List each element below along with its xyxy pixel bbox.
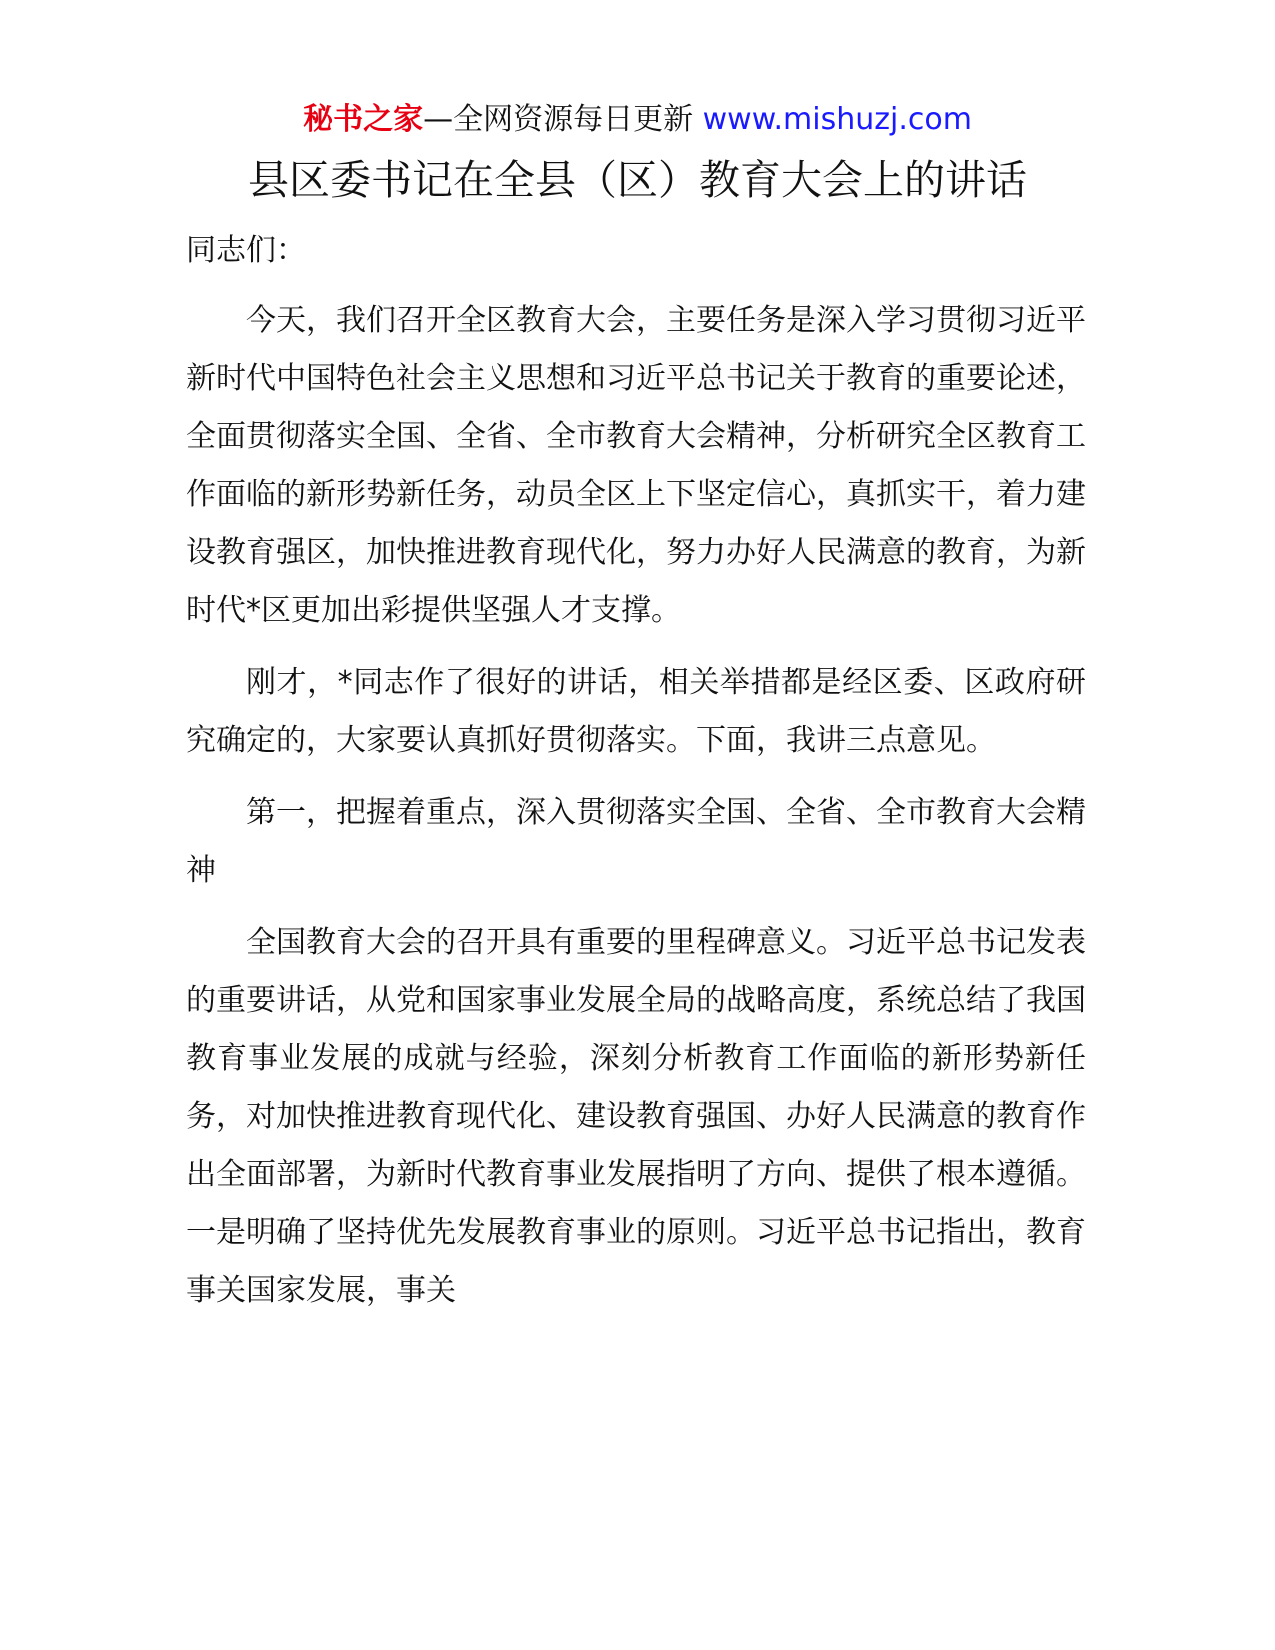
section-heading: 第一，把握着重点，深入贯彻落实全国、全省、全市教育大会精神 [186, 795, 1086, 888]
document-body [186, 222, 1086, 1334]
paragraph: 今天，我们召开全区教育大会，主要任务是深入学习贯彻习近平新时代中国特色社会主义思想和习近平总书记关于教育的重要论述，全面贯彻落实全国、全省、全市教育大会精神，分析研究全区教育工作面临的新形势新任务，动员全区上下坚定信心，真抓实干，着力建设教育强区，加快推进教育现代化，努力办好人民满意的教育，为新时代*区更加出彩提供坚强人才支撑。 [186, 303, 1086, 628]
brand-name: 秘书之家 [303, 102, 424, 137]
header-tagline: —全网资源每日更新 [423, 102, 694, 137]
paragraph: 全国教育大会的召开具有重要的里程碑意义。习近平总书记发表的重要讲话，从党和国家事业发展全局的战略高度，系统总结了我国教育事业发展的成就与经验，深刻分析教育工作面临的新形势新任务，对加快推进教育现代化、建设教育强国、办好人民满意的教育作出全面部署，为新时代教育事业发展指明了方向、提供了根本遵循。一是明确了坚持优先发展教育事业的原则。习近平总书记指出，教育事关国家发展，事关 [186, 925, 1086, 1308]
document-title: 县区委书记在全县（区）教育大会上的讲话 [248, 156, 1027, 204]
site-url-link[interactable]: www.mishuzj.com [702, 102, 972, 137]
salutation: 同志们： [186, 233, 306, 268]
watermark-header [0, 100, 1275, 140]
paragraph: 刚才，*同志作了很好的讲话，相关举措都是经区委、区政府研究确定的，大家要认真抓好贯彻落实。下面，我讲三点意见。 [186, 665, 1086, 758]
